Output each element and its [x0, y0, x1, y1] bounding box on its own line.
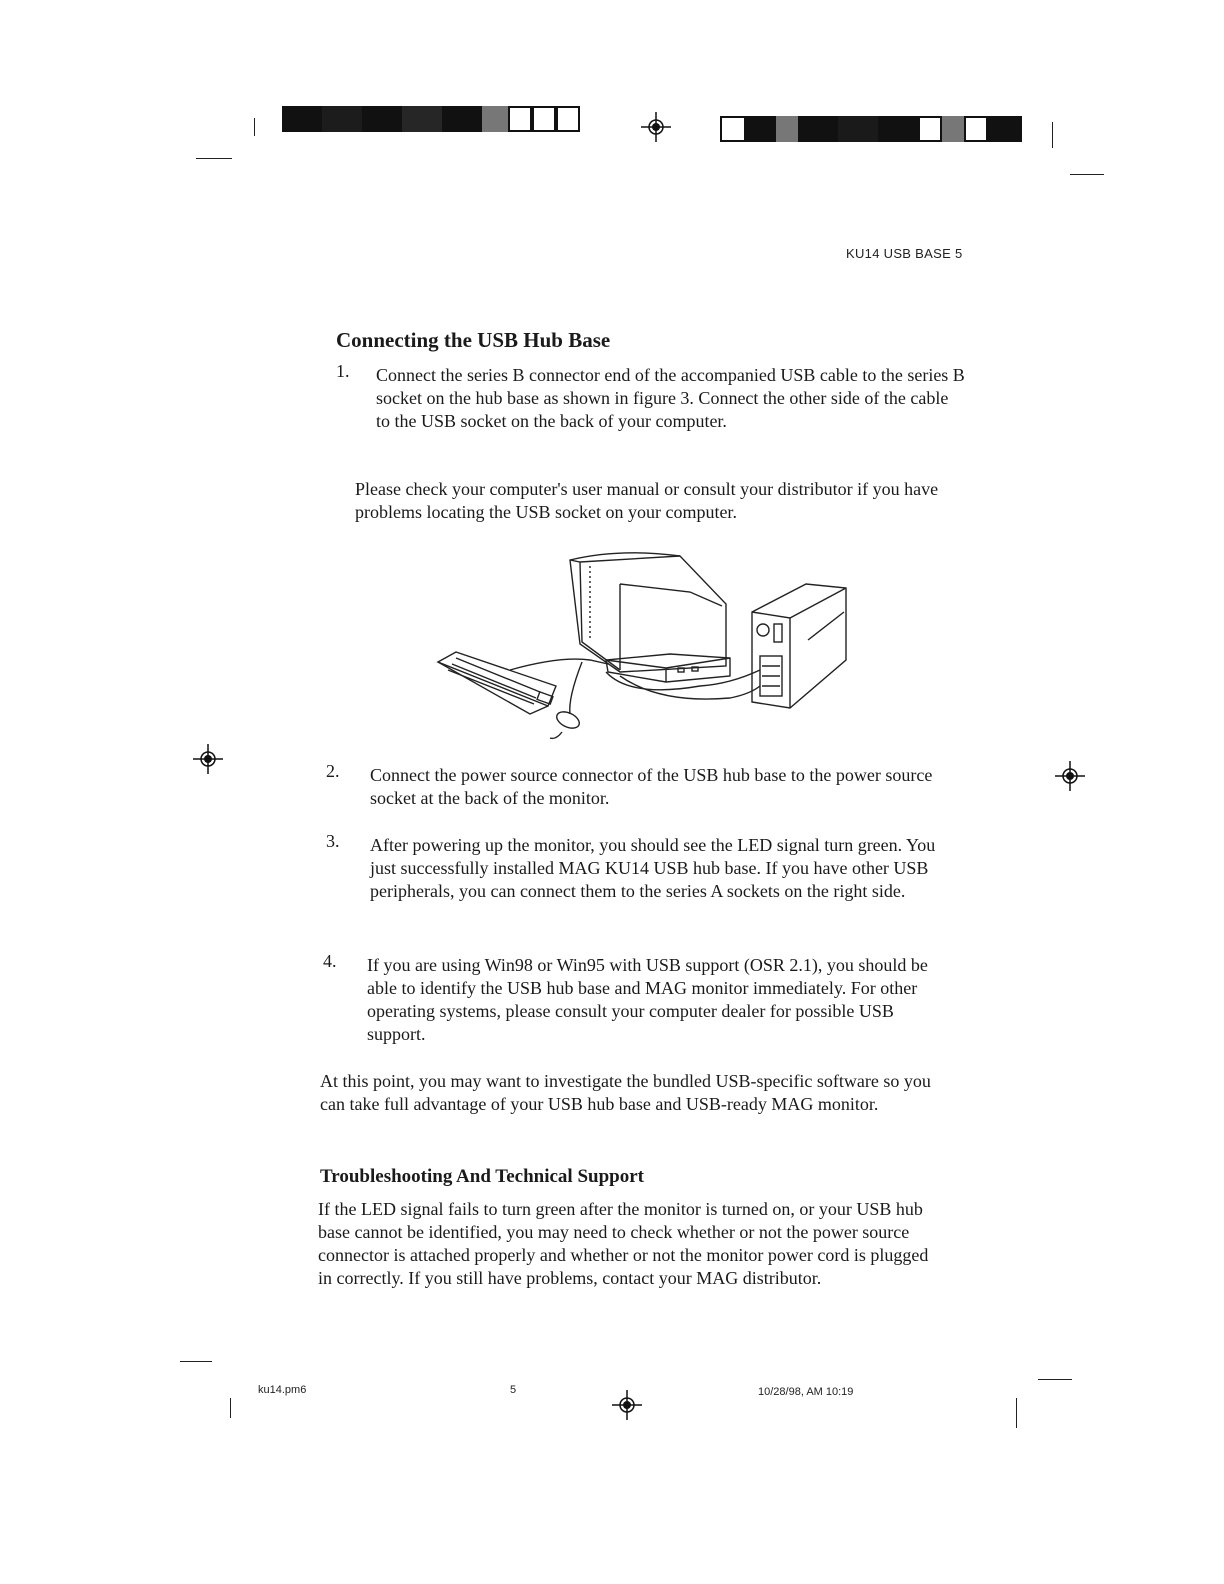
footer-page-number: 5 [510, 1384, 517, 1396]
step-text: If you are using Win98 or Win95 with USB support (OSR 2.1), you should be able to identify the USB hub base and MAG monitor immediately. For other operating systems, please consult your computer dealer for possible USB support. [367, 955, 928, 1044]
registration-mark-icon [193, 744, 223, 774]
step-text: Connect the series B connector end of the accompanied USB cable to the series B socket on the hub base as shown in figure 3. Connect the other side of the cable to the USB socket on the back of your computer. [376, 365, 965, 431]
step-number: 3. [326, 831, 340, 851]
running-header: KU14 USB BASE 5 [846, 246, 963, 261]
step-number: 1. [336, 361, 350, 381]
computer-setup-illustration [430, 548, 850, 746]
step-number: 4. [323, 951, 337, 971]
print-color-bar-right [720, 116, 1022, 142]
crop-mark [196, 158, 232, 159]
crop-mark [254, 118, 255, 136]
registration-mark-icon [612, 1390, 642, 1420]
crop-mark [1016, 1398, 1017, 1428]
registration-mark-icon [641, 112, 671, 142]
note-paragraph: Please check your computer's user manual or consult your distributor if you have problems locating the USB socket on your computer. [355, 479, 939, 522]
closing-paragraph: At this point, you may want to investigate the bundled USB-specific software so you can take full advantage of your USB hub base and USB-ready MAG monitor. [320, 1071, 931, 1114]
troubleshooting-paragraph: If the LED signal fails to turn green after the monitor is turned on, or your USB hub base cannot be identified, you may need to check whether or not the power source connector is attached properly and whether or not the monitor power cord is plugged in correctly. If you still have problems, contact your MAG distributor. [318, 1199, 929, 1288]
crop-mark [230, 1398, 231, 1418]
crop-mark [180, 1361, 212, 1362]
footer-filename: ku14.pm6 [258, 1384, 307, 1396]
section-title-connecting: Connecting the USB Hub Base [336, 328, 611, 352]
crop-mark [1070, 174, 1104, 175]
step-text: Connect the power source connector of the USB hub base to the power source socket at the back of the monitor. [370, 765, 933, 808]
step-text: After powering up the monitor, you should see the LED signal turn green. You just successfully installed MAG KU14 USB hub base. If you have other USB peripherals, you can connect them to the series A sockets on the right side. [370, 835, 936, 901]
registration-mark-icon [1055, 761, 1085, 791]
footer-timestamp: 10/28/98, AM 10:19 [758, 1386, 854, 1398]
section-title-troubleshooting: Troubleshooting And Technical Support [320, 1166, 644, 1187]
print-color-bar-left [282, 106, 580, 132]
step-number: 2. [326, 761, 340, 781]
crop-mark [1038, 1379, 1072, 1380]
crop-mark [1052, 122, 1053, 148]
